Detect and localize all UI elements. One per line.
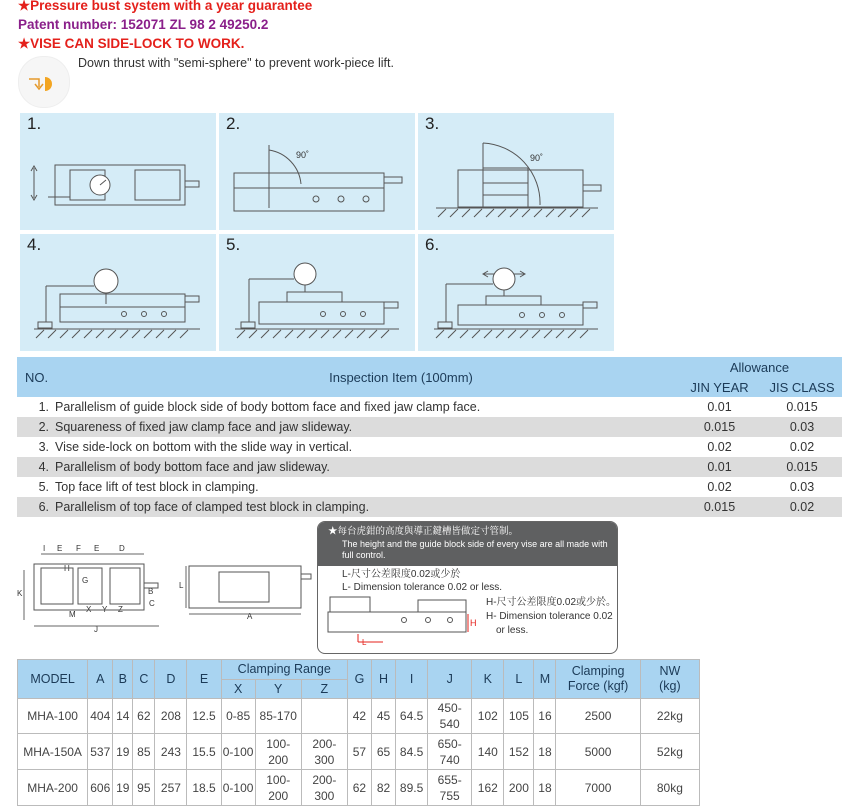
inspection-panel-3: 3. 90˚ xyxy=(418,113,614,230)
svg-text:E: E xyxy=(94,544,100,553)
svg-text:L: L xyxy=(362,638,367,647)
spec-row: MHA-200 606 19 95 257 18.5 0-100 100- 200 200- 300 62 82 89.5 655- 755 162 200 18 7000 80kg xyxy=(18,770,700,806)
patent-line: Patent number: 152071 ZL 98 2 49250.2 xyxy=(18,17,269,32)
inspection-panel-2: 2. 90˚ xyxy=(219,113,415,230)
l-tolerance: L-尺寸公差限度0.02或少於 L- Dimension tolerance 0.02 or less. xyxy=(342,569,503,593)
svg-text:D: D xyxy=(119,544,125,553)
svg-text:J: J xyxy=(94,625,98,634)
semi-sphere-icon xyxy=(18,56,70,108)
col-item-header: Inspection Item (100mm) xyxy=(55,357,677,397)
semi-sphere-note: Down thrust with "semi-sphere" to prevent work-piece lift. xyxy=(78,56,394,70)
inspection-row: 3. Vise side-lock on bottom with the slide way in vertical. 0.02 0.02 xyxy=(38,440,815,454)
svg-text:90˚: 90˚ xyxy=(530,153,544,163)
tolerance-drawing xyxy=(318,522,617,653)
svg-text:A: A xyxy=(247,612,253,621)
panel-6-drawing xyxy=(418,234,614,351)
svg-text:M: M xyxy=(69,610,76,619)
panel-5-drawing xyxy=(219,234,415,351)
inspection-row: 2. Squareness of fixed jaw clamp face and jaw slideway. 0.015 0.03 xyxy=(17,417,842,437)
panel-4-drawing xyxy=(20,234,216,351)
inspection-row: 5. Top face lift of test block in clamping. 0.02 0.03 xyxy=(38,480,815,494)
inspection-header-row xyxy=(17,357,842,377)
inspection-panel-4: 4. xyxy=(20,234,216,351)
inspection-panel-6: 6. xyxy=(418,234,614,351)
col-allowance-header: Allowance xyxy=(677,357,842,377)
inspection-row: 6. Parallelism of top face of clamped test block in clamping. 0.015 0.02 xyxy=(17,497,842,517)
spec-row: MHA-100 404 14 62 208 12.5 0-85 85-170 42 45 64.5 450- 540 102 105 16 2500 22kg xyxy=(18,699,700,734)
svg-text:E: E xyxy=(57,544,63,553)
col-jis-header: JIS CLASS xyxy=(762,377,842,397)
inspection-panel-5: 5. xyxy=(219,234,415,351)
dimension-drawing xyxy=(14,540,314,640)
panel-2-drawing xyxy=(219,113,415,230)
svg-text:C: C xyxy=(149,599,155,608)
col-no-header: NO. xyxy=(17,357,55,397)
inspection-row: 4. Parallelism of body bottom face and jaw slideway. 0.01 0.015 xyxy=(17,457,842,477)
svg-text:L: L xyxy=(179,581,184,590)
svg-text:G: G xyxy=(82,576,89,585)
inspection-panel-1: 1. xyxy=(20,113,216,230)
side-lock-line: ★VISE CAN SIDE-LOCK TO WORK. xyxy=(18,36,245,51)
svg-text:90˚: 90˚ xyxy=(296,150,310,160)
h-tolerance: H-尺寸公差限度0.02或少於。 H- Dimension tolerance 0.02 or less. xyxy=(486,597,617,636)
tolerance-box xyxy=(317,521,618,654)
svg-text:H: H xyxy=(64,564,70,573)
spec-header-row: MODEL A B C D E Clamping Range G H I J K L M Clamping Force (kgf) NW (kg) xyxy=(18,660,700,680)
guarantee-line: ★Pressure bust system with a year guarantee xyxy=(18,0,313,13)
svg-text:B: B xyxy=(148,587,154,596)
spec-table: MODEL A B C D E Clamping Range G H I J K L M Clamping Force (kgf) NW (kg) X Y Z MHA-100 404 14 62 208 12.5 0-85 85-170 42 45 64.5 450- 540 102 105 16 2500 22kg MHA-150A 537 19 85 243 15.5 0-100 100- 200 200- 300 57 65 84.5 650- 740 140 152 18 5000 52kg MHA-200 606 19 95 257 18.5 0-100 100- 200 200- 300 62 82 89.5 655- 755 162 200 18 7000 80kg xyxy=(17,659,700,806)
panel-1-drawing xyxy=(20,113,216,230)
svg-text:X: X xyxy=(86,605,92,614)
tolerance-header: ★每台虎鉗的高度與導正鍵槽皆做定寸管制。 The height and the guide block side of every vise are all made with full control. xyxy=(318,522,617,566)
col-jin-header: JIN YEAR xyxy=(677,377,762,397)
svg-text:I: I xyxy=(43,544,46,553)
svg-text:F: F xyxy=(76,544,81,553)
inspection-table xyxy=(17,357,842,517)
svg-text:H: H xyxy=(470,618,477,628)
svg-text:Y: Y xyxy=(102,605,108,614)
inspection-row: 1. Parallelism of guide block side of body bottom face and fixed jaw clamp face. 0.01 0.015 xyxy=(38,400,818,414)
svg-text:Z: Z xyxy=(118,605,123,614)
spec-row: MHA-150A 537 19 85 243 15.5 0-100 100- 200 200- 300 57 65 84.5 650- 740 140 152 18 5000 52kg xyxy=(18,734,700,770)
svg-text:K: K xyxy=(17,589,23,598)
panel-3-drawing xyxy=(418,113,614,230)
